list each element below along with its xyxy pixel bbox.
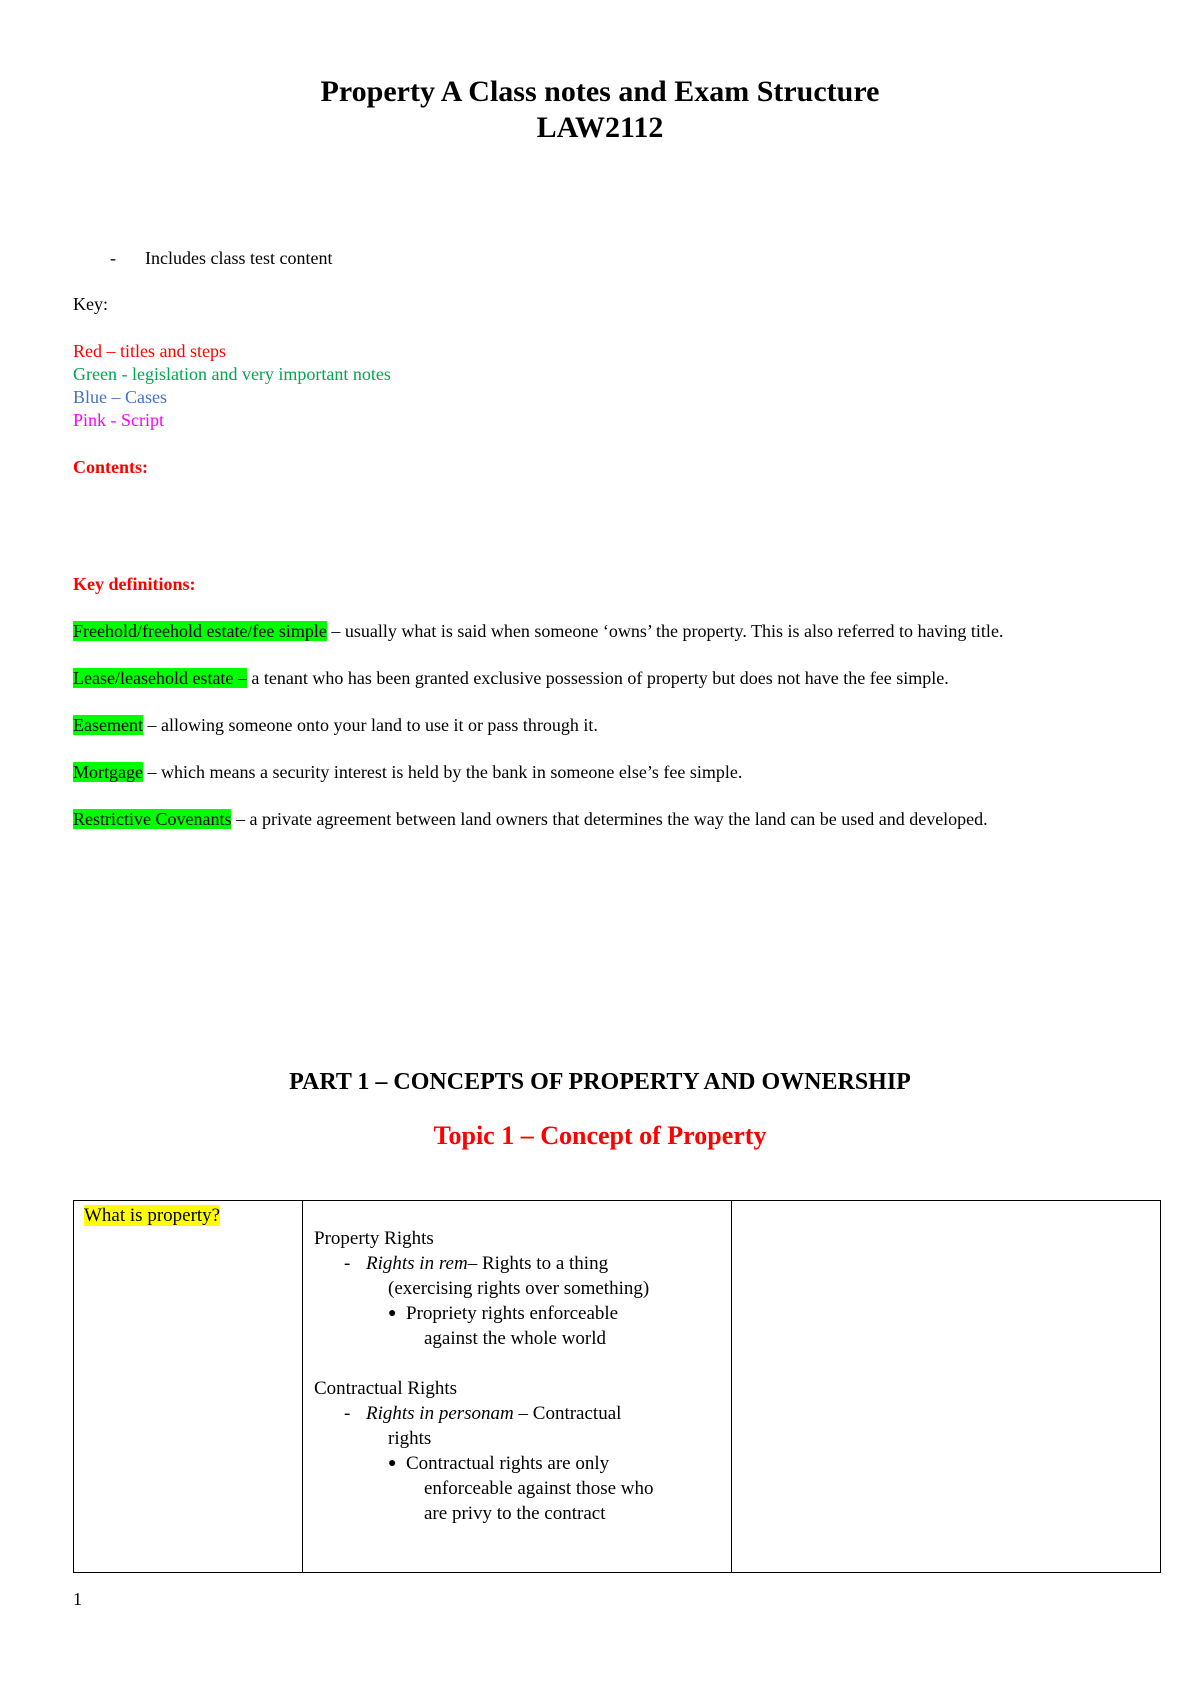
definition-text: – allowing someone onto your land to use it or pass through it. [142, 715, 598, 735]
intro-bullet-text: Includes class test content [145, 248, 333, 268]
property-rights-bullet [314, 1301, 731, 1326]
document-title: Property A Class notes and Exam Structure [320, 75, 880, 108]
dash-marker: - [344, 1253, 351, 1274]
rights-in-rem-text: – Rights to a thing [467, 1253, 609, 1274]
definition-term: Restrictive Covenants [73, 809, 232, 829]
rights-in-personam-term: Rights in personam [366, 1403, 514, 1424]
rights-in-personam-line [314, 1401, 731, 1426]
rights-in-rem-term: Rights in rem [366, 1253, 468, 1274]
bullet-marker: ● [388, 1306, 397, 1321]
definition-text: – which means a security interest is held by the bank in someone else’s fee simple. [142, 762, 743, 782]
bullet-text: Contractual rights are only [406, 1453, 610, 1474]
rights-in-rem-line [314, 1251, 731, 1276]
rights-in-personam-continuation: rights [388, 1428, 432, 1449]
page-number: 1 [73, 1589, 82, 1609]
property-rights-bullet-continuation: against the whole world [424, 1328, 607, 1349]
definition-mortgage [73, 761, 742, 783]
definition-text: – a private agreement between land owners that determines the way the land can be used and developed. [231, 809, 988, 829]
key-definitions-heading: Key definitions: [73, 574, 196, 594]
property-rights-heading: Property Rights [314, 1228, 434, 1249]
table-cell-label [74, 1201, 303, 1573]
definition-easement [73, 714, 598, 736]
rights-in-rem-continuation: (exercising rights over something) [388, 1278, 650, 1299]
definition-text: a tenant who has been granted exclusive possession of property but does not have the fee simple. [246, 668, 949, 688]
topic-table [73, 1200, 1161, 1573]
key-item-red: Red – titles and steps [73, 341, 226, 361]
contractual-rights-bullet-continuation: are privy to the contract [424, 1503, 606, 1524]
table-cell-rights [303, 1201, 732, 1573]
definition-freehold [73, 620, 1003, 642]
topic-heading: Topic 1 – Concept of Property [433, 1121, 767, 1150]
rights-in-personam-text: – Contractual [513, 1403, 622, 1424]
definition-text: – usually what is said when someone ‘owns’ the property. This is also referred to having title. [326, 621, 1004, 641]
bullet-marker: ● [388, 1456, 397, 1471]
definition-term: Easement [73, 715, 143, 735]
intro-bullet-marker: - [110, 248, 116, 268]
definition-term: Mortgage [73, 762, 143, 782]
part-heading: PART 1 – CONCEPTS OF PROPERTY AND OWNERSHIP [289, 1069, 911, 1095]
bullet-text: Propriety rights enforceable [406, 1303, 619, 1324]
contents-heading: Contents: [73, 457, 148, 477]
course-code: LAW2112 [536, 111, 664, 144]
key-label: Key: [73, 294, 108, 314]
key-item-pink: Pink - Script [73, 410, 165, 430]
definition-lease [73, 667, 949, 689]
contractual-rights-bullet-continuation: enforceable against those who [424, 1478, 654, 1499]
key-item-blue: Blue – Cases [73, 387, 167, 407]
definition-restrictive-covenants [73, 808, 988, 830]
contractual-rights-heading: Contractual Rights [314, 1378, 458, 1399]
definition-term: Lease/leasehold estate – [73, 668, 247, 688]
table-cell-empty [732, 1201, 1161, 1573]
contractual-rights-bullet [314, 1451, 731, 1476]
what-is-property-label: What is property? [84, 1205, 221, 1226]
dash-marker: - [344, 1403, 351, 1424]
definition-term: Freehold/freehold estate/fee simple [73, 621, 327, 641]
key-item-green: Green - legislation and very important notes [73, 364, 391, 384]
